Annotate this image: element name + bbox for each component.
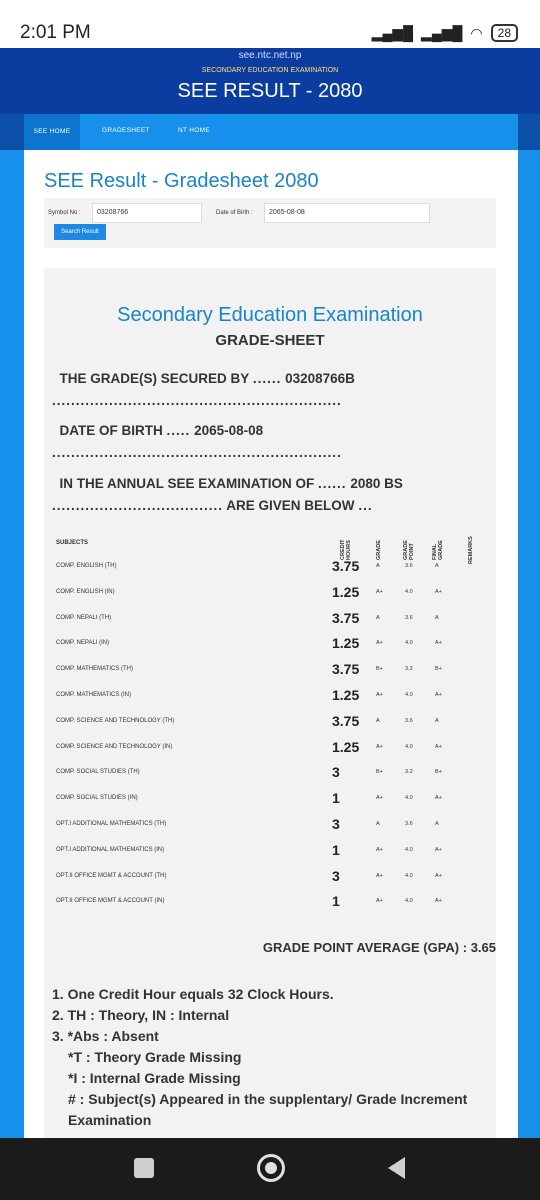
grade-point-cell: 4.0 xyxy=(405,846,413,853)
final-grade-cell: A+ xyxy=(435,846,442,853)
subject-cell: OPT.II OFFICE MGMT & ACCOUNT (IN) xyxy=(56,898,165,905)
table-row xyxy=(44,813,496,839)
subject-cell: COMP. NEPALI (IN) xyxy=(56,640,110,647)
subject-cell: OPT.II OFFICE MGMT & ACCOUNT (TH) xyxy=(56,872,167,879)
table-row xyxy=(44,658,496,684)
grade-cell: A+ xyxy=(376,743,383,750)
home-icon[interactable] xyxy=(257,1154,285,1182)
final-grade-cell: A+ xyxy=(435,692,442,698)
grade-point-cell: 4.0 xyxy=(405,640,413,647)
symbol-input[interactable]: 03208766 xyxy=(92,203,202,223)
table-row xyxy=(44,710,496,736)
site-url: see.ntc.net.np xyxy=(238,50,302,61)
top-nav xyxy=(24,114,518,150)
search-form xyxy=(44,198,496,248)
nav-nt-home[interactable]: NT HOME xyxy=(178,127,210,134)
grade-cell: A+ xyxy=(376,692,383,698)
given-below: ARE GIVEN BELOW xyxy=(226,498,355,513)
note-4: *T : Theory Grade Missing xyxy=(68,1049,242,1065)
credit-hours-cell: 1.25 xyxy=(332,583,360,600)
status-time: 2:01 PM xyxy=(20,22,91,43)
table-row xyxy=(44,736,496,762)
grade-cell: B+ xyxy=(376,769,383,776)
dob-prefix: DATE OF BIRTH xyxy=(59,423,163,438)
nav-see-home[interactable]: SEE HOME xyxy=(24,114,80,150)
grade-cell: A+ xyxy=(376,898,383,905)
final-grade-cell: B+ xyxy=(435,666,442,673)
grade-cell: A xyxy=(376,563,380,569)
android-nav-bar xyxy=(0,1138,540,1200)
final-grade-cell: A xyxy=(435,821,439,827)
symbol-label: Symbol No : xyxy=(48,210,81,216)
table-row xyxy=(44,761,496,787)
exam-line: IN THE ANNUAL SEE EXAMINATION OF ...... 2080 BS .................................... ARE GIVEN BELOW ... xyxy=(52,476,403,513)
grade-point-cell: 3.6 xyxy=(405,821,413,827)
credit-hours-cell: 3 xyxy=(332,816,340,832)
final-grade-cell: A+ xyxy=(435,872,442,879)
secured-by-prefix: THE GRADE(S) SECURED BY xyxy=(59,371,250,386)
grade-point-cell: 4.0 xyxy=(405,588,413,595)
grade-cell: B+ xyxy=(376,666,383,673)
subject-cell: COMP. SOCIAL STUDIES (TH) xyxy=(56,769,140,776)
col-subjects: SUBJECTS xyxy=(56,540,89,546)
page-title: SEE Result - Gradesheet 2080 xyxy=(44,170,319,192)
final-grade-cell: A+ xyxy=(435,898,442,905)
note-1: 1. One Credit Hour equals 32 Clock Hours. xyxy=(52,986,334,1002)
col-remarks: REMARKS xyxy=(468,536,474,564)
note-3: 3. *Abs : Absent xyxy=(52,1028,159,1044)
status-icons xyxy=(372,24,518,42)
secured-by-value: 03208766B xyxy=(285,371,355,386)
right-strip xyxy=(518,150,540,1140)
final-grade-cell: A+ xyxy=(435,588,442,595)
final-grade-cell: A+ xyxy=(435,743,442,750)
grade-cell: A xyxy=(376,614,380,621)
site-title: SEE RESULT - 2080 xyxy=(177,80,363,102)
grade-cell: A xyxy=(376,821,380,827)
grade-sheet xyxy=(44,268,496,1138)
site-header xyxy=(0,48,540,114)
exam-prefix: IN THE ANNUAL SEE EXAMINATION OF xyxy=(59,476,315,491)
note-2: 2. TH : Theory, IN : Internal xyxy=(52,1007,230,1023)
dob-input[interactable]: 2065-08-08 xyxy=(264,203,430,223)
table-row xyxy=(44,581,496,607)
signal-icon-2: ▂▄▆█ xyxy=(421,24,463,41)
col-grade: GRADE xyxy=(376,540,382,560)
exam-year: 2080 BS xyxy=(350,476,403,491)
grade-point-cell: 4.0 xyxy=(405,692,413,698)
signal-icon: ▂▄▆█ xyxy=(371,24,414,41)
notes xyxy=(52,984,492,1131)
note-6: # : Subject(s) Appeared in the supplentary/ Grade Increment Examination xyxy=(68,1091,468,1128)
table-row xyxy=(44,632,496,658)
dob-label: Date of Birth : xyxy=(216,210,253,216)
grade-point-cell: 3.2 xyxy=(405,769,413,776)
grade-cell: A+ xyxy=(376,846,383,853)
credit-hours-cell: 1 xyxy=(332,841,340,858)
col-grade-point: GRADE POINT xyxy=(403,540,415,560)
note-5: *I : Internal Grade Missing xyxy=(68,1070,241,1086)
secured-by-line: THE GRADE(S) SECURED BY ...... 03208766B ............................................................. xyxy=(52,371,355,408)
grade-point-cell: 4.0 xyxy=(405,743,413,750)
grade-point-cell: 3.6 xyxy=(405,563,413,569)
final-grade-cell: A xyxy=(435,614,439,621)
credit-hours-cell: 1.25 xyxy=(332,738,360,755)
final-grade-cell: A+ xyxy=(435,795,442,802)
grade-point-cell: 4.0 xyxy=(405,872,413,879)
subject-cell: COMP. SOCIAL STUDIES (IN) xyxy=(56,795,138,802)
credit-hours-cell: 3 xyxy=(332,867,340,884)
subject-cell: COMP. SCIENCE AND TECHNOLOGY (TH) xyxy=(56,717,175,724)
credit-hours-cell: 1.25 xyxy=(332,635,360,652)
credit-hours-cell: 1.25 xyxy=(332,687,360,703)
grade-cell: A+ xyxy=(376,872,383,879)
grade-sheet-title: GRADE-SHEET xyxy=(215,332,325,349)
grade-cell: A+ xyxy=(376,640,383,647)
subject-cell: COMP. ENGLISH (TH) xyxy=(56,563,117,569)
subject-cell: COMP. ENGLISH (IN) xyxy=(56,588,115,595)
gpa-value: 3.65 xyxy=(470,940,496,955)
back-icon[interactable] xyxy=(388,1157,405,1179)
grade-cell: A xyxy=(376,717,380,724)
final-grade-cell: A+ xyxy=(435,640,442,647)
credit-hours-cell: 3.75 xyxy=(332,712,360,729)
grade-point-cell: 4.0 xyxy=(405,898,413,905)
grade-point-cell: 3.2 xyxy=(405,666,413,673)
dob-value: 2065-08-08 xyxy=(194,423,264,438)
gpa-label: GRADE POINT AVERAGE (GPA) : xyxy=(262,940,468,955)
subject-cell: OPT.I ADDITIONAL MATHEMATICS (IN) xyxy=(56,846,165,853)
col-credit-hours: CREDIT HOURS xyxy=(340,539,352,560)
table-row xyxy=(44,684,496,710)
subject-cell: COMP. MATHEMATICS (IN) xyxy=(56,692,131,698)
table-row xyxy=(44,555,496,581)
exam-title: Secondary Education Examination xyxy=(117,304,423,326)
main-card xyxy=(24,150,518,1140)
wifi-icon: ◠ xyxy=(470,24,483,41)
credit-hours-cell: 3 xyxy=(332,764,340,781)
subject-cell: COMP. MATHEMATICS (TH) xyxy=(56,666,133,673)
table-row xyxy=(44,865,496,891)
table-row xyxy=(44,839,496,865)
table-row xyxy=(44,787,496,813)
credit-hours-cell: 3.75 xyxy=(332,558,360,574)
grade-cell: A+ xyxy=(376,795,383,802)
dob-line: DATE OF BIRTH ..... 2065-08-08 ............................................................. xyxy=(52,423,342,460)
final-grade-cell: A xyxy=(435,563,439,569)
grade-point-cell: 4.0 xyxy=(405,795,413,802)
gpa-line xyxy=(263,940,496,955)
credit-hours-cell: 1 xyxy=(332,893,340,910)
left-strip xyxy=(0,150,24,1140)
nav-gradesheet[interactable]: GRADESHEET xyxy=(102,127,150,134)
recent-apps-icon[interactable] xyxy=(134,1158,154,1178)
subject-cell: OPT.I ADDITIONAL MATHEMATICS (TH) xyxy=(56,821,167,827)
credit-hours-cell: 3.75 xyxy=(332,609,360,626)
table-row xyxy=(44,607,496,633)
table-row xyxy=(44,890,496,916)
battery-icon: 28 xyxy=(491,24,518,42)
grade-point-cell: 3.6 xyxy=(405,614,413,621)
grade-point-cell: 3.6 xyxy=(405,717,413,724)
col-final-grade: FINAL GRADE xyxy=(432,540,444,560)
final-grade-cell: A xyxy=(435,717,439,724)
final-grade-cell: B+ xyxy=(435,769,442,776)
subject-cell: COMP. SCIENCE AND TECHNOLOGY (IN) xyxy=(56,743,173,750)
grade-cell: A+ xyxy=(376,588,383,595)
credit-hours-cell: 3.75 xyxy=(332,661,360,678)
search-result-button[interactable]: Search Result xyxy=(54,224,106,240)
credit-hours-cell: 1 xyxy=(332,790,340,807)
site-subtitle: SECONDARY EDUCATION EXAMINATION xyxy=(201,67,339,74)
subject-cell: COMP. NEPALI (TH) xyxy=(56,614,112,621)
